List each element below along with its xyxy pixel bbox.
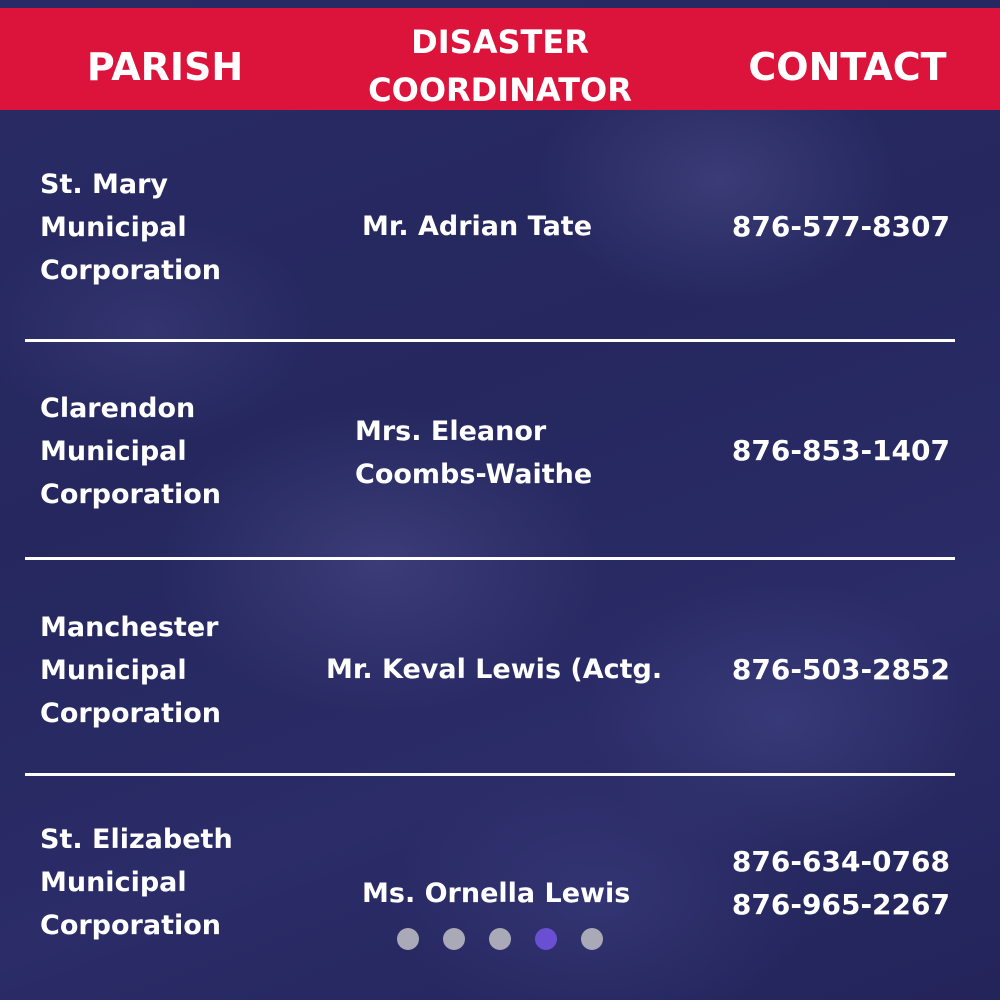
table-row-1-parish: St. Mary Municipal Corporation	[40, 169, 222, 286]
carousel-dot-5[interactable]	[581, 928, 603, 950]
table-row-3-contact: 876-503-2852	[731, 653, 950, 686]
table-row-3-coordinator: Mr. Keval Lewis (Actg.	[326, 654, 663, 685]
carousel-dot-1[interactable]	[397, 928, 419, 950]
column-header-disaster-coordinator: DISASTER COORDINATOR	[368, 23, 632, 109]
table-row-2-parish: Clarendon Municipal Corporation	[40, 393, 222, 510]
row-divider	[25, 339, 955, 342]
table-row-4-parish: St. Elizabeth Municipal Corporation	[40, 824, 233, 941]
carousel-dot-3[interactable]	[489, 928, 511, 950]
table-row-2-contact: 876-853-1407	[731, 434, 950, 467]
table-row-4-coordinator: Ms. Ornella Lewis	[362, 878, 631, 909]
carousel-dot-2[interactable]	[443, 928, 465, 950]
table-row-4-contact: 876-634-0768 876-965-2267	[731, 845, 950, 921]
row-divider	[25, 773, 955, 776]
table-row-1-coordinator: Mr. Adrian Tate	[362, 211, 593, 242]
row-divider	[25, 557, 955, 560]
table-row-2-coordinator: Mrs. Eleanor Coombs-Waithe	[355, 416, 593, 490]
column-header-contact: CONTACT	[748, 45, 947, 89]
column-header-parish: PARISH	[86, 45, 244, 89]
table-row-1-contact: 876-577-8307	[731, 210, 950, 243]
table-header	[0, 8, 1000, 110]
table-row-3-parish: Manchester Municipal Corporation	[40, 612, 222, 729]
carousel-dot-4-active[interactable]	[535, 928, 557, 950]
